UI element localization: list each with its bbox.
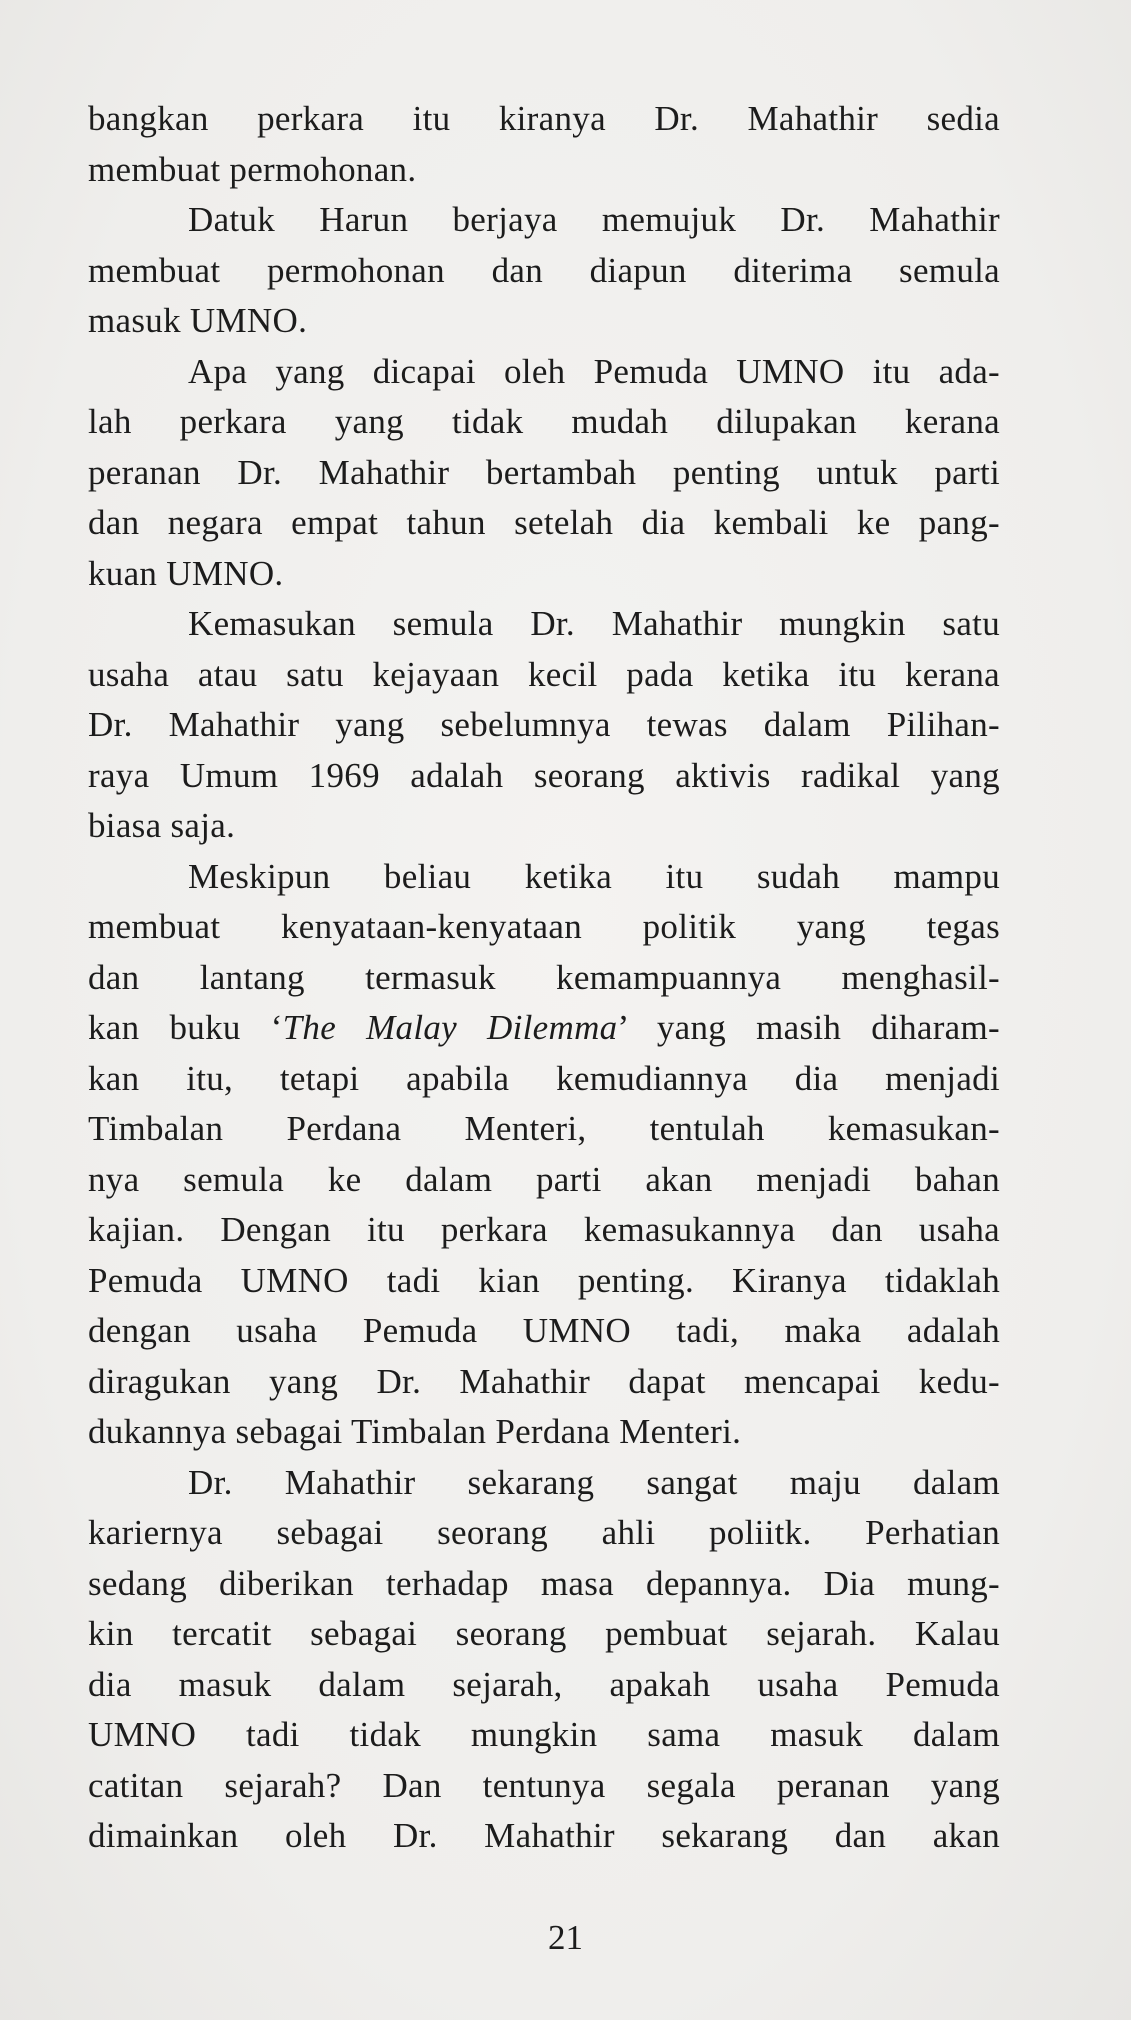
text-line: raya Umum 1969 adalah seorang aktivis radikal yang (88, 755, 1000, 795)
paragraph-6 (88, 1458, 1000, 1862)
text-line: usaha atau satu kejayaan kecil pada ketika itu kerana (88, 654, 1000, 694)
paragraph-2 (88, 195, 1000, 347)
text-line: Pemuda UMNO tadi kian penting. Kiranya tidaklah (88, 1260, 1000, 1300)
text-line: catitan sejarah? Dan tentunya segala peranan yang (88, 1765, 1000, 1805)
text-line: kajian. Dengan itu perkara kemasukannya dan usaha (88, 1210, 1000, 1249)
text-line: sedang diberikan terhadap masa depannya. Dia mung- (88, 1563, 1000, 1603)
paragraph-1 (88, 94, 1000, 195)
text-line: Apa yang dicapai oleh Pemuda UMNO itu ada- (188, 351, 1000, 391)
text-line: dengan usaha Pemuda UMNO tadi, maka adalah (88, 1311, 1000, 1350)
text-line: Dr. Mahathir sekarang sangat maju dalam (188, 1462, 1000, 1502)
page-number: 21 (548, 1918, 583, 1957)
text-line-with-book-title: kan buku ‘The Malay Dilemma’ yang masih diharam- (88, 1008, 1000, 1047)
text-line: membuat permohonan. (88, 149, 417, 189)
text-line: dan lantang termasuk kemampuannya menghasil- (88, 957, 1000, 997)
text-line: kan itu, tetapi apabila kemudiannya dia menjadi (88, 1058, 1000, 1098)
body-text (88, 94, 1000, 1862)
text-line: kariernya sebagai seorang ahli poliitk. Perhatian (88, 1513, 1000, 1552)
text-line: masuk UMNO. (88, 301, 308, 340)
text-line: bangkan perkara itu kiranya Dr. Mahathir sedia (88, 99, 1000, 138)
text-line: biasa saja. (88, 806, 236, 845)
text-line: membuat kenyataan-kenyataan politik yang tegas (88, 907, 1000, 946)
paragraph-5 (88, 852, 1000, 1458)
text-line: lah perkara yang tidak mudah dilupakan kerana (88, 402, 1000, 441)
paragraph-3 (88, 347, 1000, 600)
text-line: membuat permohonan dan diapun diterima semula (88, 250, 1000, 290)
book-title: The Malay Dilemma (282, 1008, 618, 1047)
text-line: Kemasukan semula Dr. Mahathir mungkin satu (188, 604, 1000, 643)
text-line: Meskipun beliau ketika itu sudah mampu (188, 856, 1000, 896)
text-line: kin tercatit sebagai seorang pembuat sejarah. Kalau (88, 1614, 1000, 1653)
text-line: Timbalan Perdana Menteri, tentulah kemasukan- (88, 1109, 1000, 1148)
text-line: Dr. Mahathir yang sebelumnya tewas dalam Pilihan- (88, 705, 1000, 744)
text-line: nya semula ke dalam parti akan menjadi bahan (88, 1159, 1000, 1199)
text-line: UMNO tadi tidak mungkin sama masuk dalam (88, 1715, 1000, 1754)
text-line: dimainkan oleh Dr. Mahathir sekarang dan akan (88, 1816, 1000, 1855)
text-line: dan negara empat tahun setelah dia kembali ke pang- (88, 503, 1000, 542)
text-line: diragukan yang Dr. Mahathir dapat mencapai kedu- (88, 1361, 1000, 1401)
text-line: kuan UMNO. (88, 553, 284, 593)
text-line: Datuk Harun berjaya memujuk Dr. Mahathir (188, 200, 1000, 239)
text-line: dia masuk dalam sejarah, apakah usaha Pemuda (88, 1664, 1000, 1704)
paragraph-4 (88, 599, 1000, 852)
text-line: peranan Dr. Mahathir bertambah penting untuk parti (88, 452, 1000, 492)
text-line: dukannya sebagai Timbalan Perdana Menteri. (88, 1412, 742, 1451)
